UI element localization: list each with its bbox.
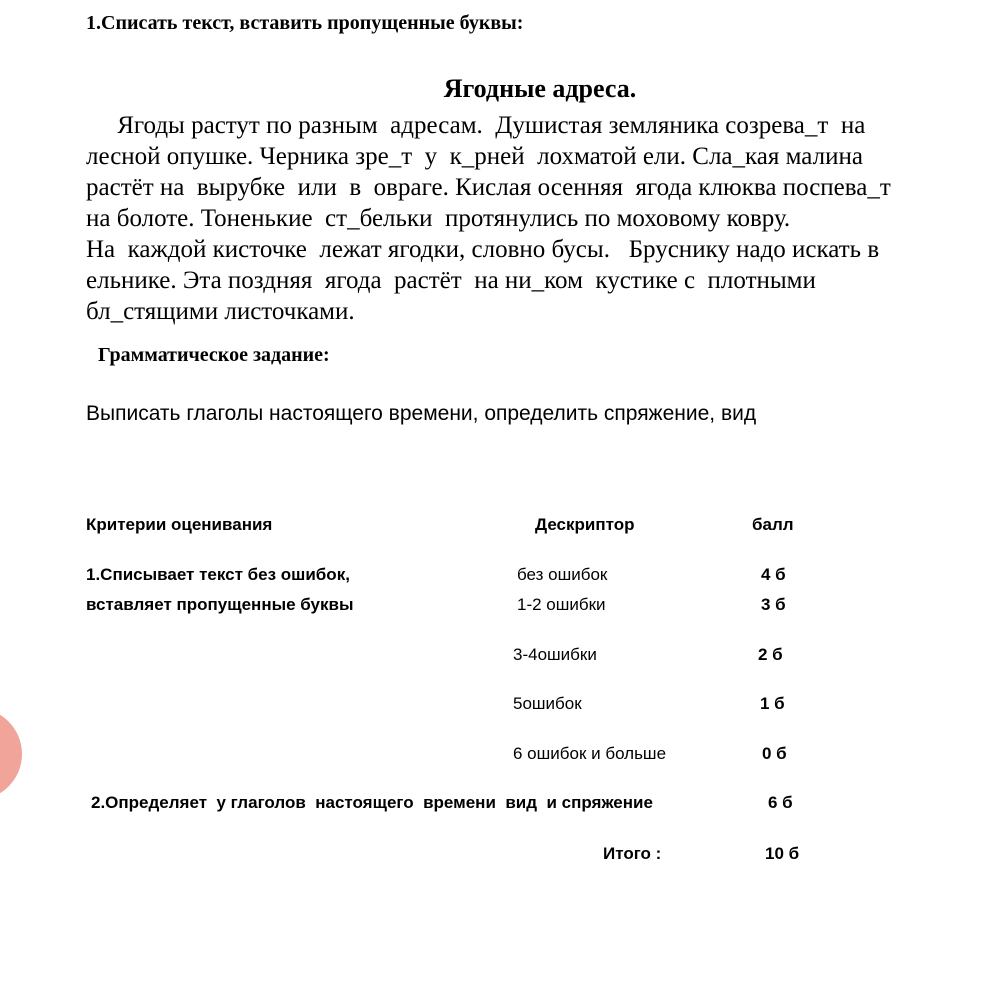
story-line: растёт на вырубке или в овраге. Кислая осенняя ягода клюква поспева_т (86, 174, 891, 201)
story-line: ельнике. Эта поздняя ягода растёт на ни_ком кустике с плотными (86, 267, 816, 294)
descriptor-cell: 5ошибок (513, 694, 582, 713)
story-line: на болоте. Тоненькие ст_бельки протянулись по моховому ковру. (86, 205, 791, 232)
score-cell: 3 б (761, 595, 786, 614)
criterion-2: 2.Определяет у глаголов настоящего времени вид и спряжение (91, 793, 653, 812)
score-cell: 4 б (761, 565, 786, 584)
criterion-1-line-2: вставляет пропущенные буквы (86, 595, 354, 614)
criterion-2-score: 6 б (768, 793, 793, 812)
criterion-1-line-1: 1.Списывает текст без ошибок, (86, 565, 350, 584)
story-line: лесной опушке. Черника зре_т у к_рней лохматой ели. Сла_кая малина (86, 143, 863, 170)
story-line: Ягоды растут по разным адресам. Душистая земляника созрева_т на (86, 112, 866, 139)
descriptor-cell: 6 ошибок и больше (513, 744, 667, 763)
score-cell: 1 б (760, 694, 785, 713)
score-header: балл (752, 515, 794, 534)
partial-circle-decoration (0, 708, 22, 800)
total-score: 10 б (765, 844, 800, 863)
descriptor-cell: 1-2 ошибки (517, 595, 606, 614)
story-title: Ягодные адреса. (443, 74, 637, 103)
task-heading: 1.Списать текст, вставить пропущенные буквы: (86, 12, 524, 34)
criteria-header: Критерии оценивания (86, 515, 273, 534)
story-line: На каждой кисточке лежат ягодки, словно бусы. Бруснику надо искать в (86, 236, 880, 263)
descriptor-cell: 3-4ошибки (513, 645, 597, 664)
descriptor-header: Дескриптор (535, 515, 635, 534)
story-text (86, 110, 966, 327)
descriptor-cell: без ошибок (517, 565, 608, 584)
grammar-heading: Грамматическое задание: (98, 344, 330, 366)
grammar-task: Выписать глаголы настоящего времени, определить спряжение, вид (86, 402, 757, 425)
score-cell: 2 б (758, 645, 783, 664)
story-line: бл_стящими листочками. (86, 298, 355, 325)
total-label: Итого : (603, 844, 662, 863)
score-cell: 0 б (762, 744, 787, 763)
